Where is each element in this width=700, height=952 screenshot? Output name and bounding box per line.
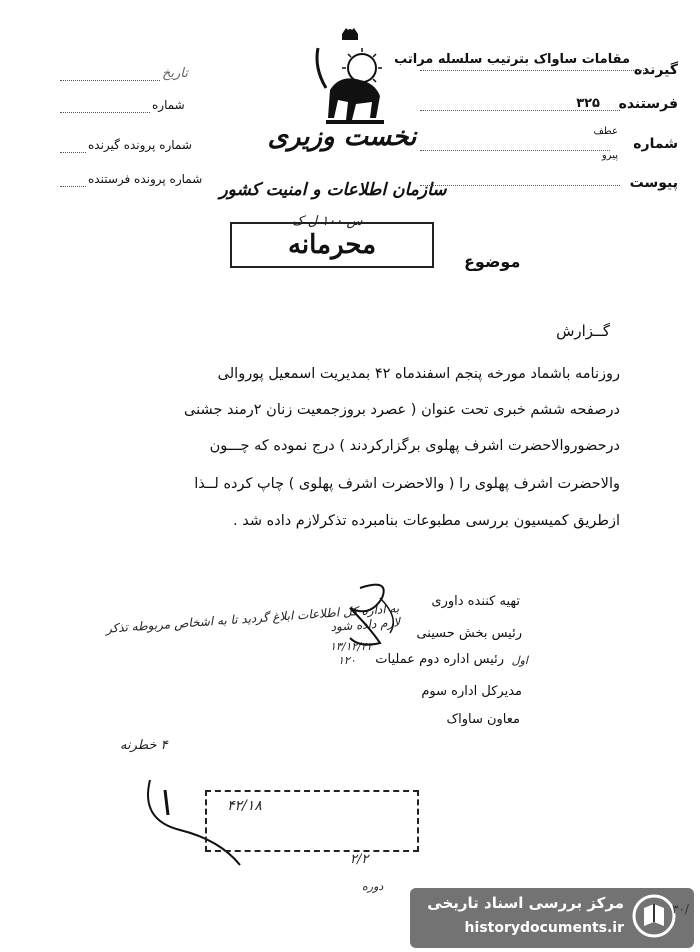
date-label: تاریخ	[162, 66, 188, 81]
sender-line	[420, 110, 620, 111]
body-line-5: ازطریق کمیسیون بررسی مطبوعات بنامبرده تذکرلازم داده شد .	[233, 513, 620, 529]
number-label-left: شماره	[152, 98, 185, 112]
sender-file-label: شماره پرونده فرستنده	[88, 172, 203, 186]
handwritten-margin-note: به اداره کل اطلاعات ابلاغ گردید تا به اشخاص مربوطه تذکر لازم داده شود	[105, 601, 401, 636]
classification-stamp	[230, 222, 434, 268]
bottom-receipt-stamp	[205, 790, 419, 852]
agency-line1: نخست وزیری	[267, 122, 417, 152]
attachment-line	[420, 185, 620, 186]
report-title: گــزارش	[556, 322, 610, 340]
number-label: شماره	[633, 136, 678, 152]
body-line-4: والاحضرت اشرف پهلوی را ( والاحضرت اشرف پهلوی ) چاپ کرده لــذا	[194, 476, 620, 492]
recipient-value: مقامات ساواک بترتیب سلسله مراتب	[394, 52, 630, 67]
dept-head: رئیس اداره دوم عملیات	[375, 652, 504, 667]
number-line-left	[60, 112, 150, 113]
body-line-1: روزنامه باشماد مورخه پنجم اسفندماه ۴۲ بمدیریت اسمعیل پوروالی	[217, 366, 620, 382]
body-line-3: درحضوروالاحضرت اشرف پهلوی برگزارکردند ) درج نموده که چـــون	[209, 438, 620, 454]
signature-scribble-icon	[320, 578, 430, 658]
number-note-top: عطف	[593, 126, 618, 137]
watermark-logo-icon	[632, 894, 676, 938]
director-general: مدیرکل اداره سوم	[421, 684, 522, 699]
recipient-label: گیرنده	[633, 62, 678, 78]
watermark-url: historydocuments.ir	[464, 920, 624, 936]
date-line	[60, 80, 160, 81]
agency-line2: سازمان اطلاعات و امنیت کشور	[219, 180, 447, 200]
watermark-page-number: ۳۰/	[672, 902, 689, 916]
body-line-2: درصفحه ششم خبری تحت عنوان ( عصرد بروزجمعیت زنان ۲رمند جشنی	[184, 402, 620, 418]
sender-value: ۳۲۵	[576, 96, 600, 111]
sender-label: فرستنده	[618, 96, 678, 112]
sender-file-line	[60, 186, 86, 187]
handwritten-date: ۱۳/۱۲/۴۲	[330, 640, 373, 653]
recipient-file-label: شماره پرونده گیرنده	[88, 138, 192, 152]
recipient-line	[420, 70, 648, 71]
watermark-site-name: مرکز بررسی اسناد تاریخی	[427, 894, 624, 912]
attachment-label: پیوست	[629, 175, 678, 191]
prepared-by: تهیه کننده داوری	[431, 594, 520, 609]
lion-and-sun-emblem-icon	[300, 28, 400, 128]
classification-handwritten-note: س ۱۰۰ ل ک	[292, 214, 363, 229]
number-note-bottom: پیرو	[601, 150, 618, 161]
bottom-handwritten-note-2: دوره	[362, 880, 384, 893]
number-line	[420, 150, 610, 151]
recipient-file-line	[60, 152, 86, 153]
deputy: معاون ساواک	[446, 712, 520, 727]
handwritten-number: ۱۲۰	[338, 654, 356, 667]
bottom-stamp-text: ۴۲/۱۸	[227, 798, 262, 814]
bottom-handwritten-note: ۲/۲	[350, 852, 369, 867]
dept-head-prefix: اول	[511, 654, 528, 667]
top-left-handwritten-note: ۴ خطرنه	[120, 738, 168, 753]
classification-stamp-text: محرمانه	[287, 230, 377, 260]
section-head: رئیس بخش حسینی	[416, 626, 522, 641]
subject-label: موضوع	[464, 252, 521, 271]
